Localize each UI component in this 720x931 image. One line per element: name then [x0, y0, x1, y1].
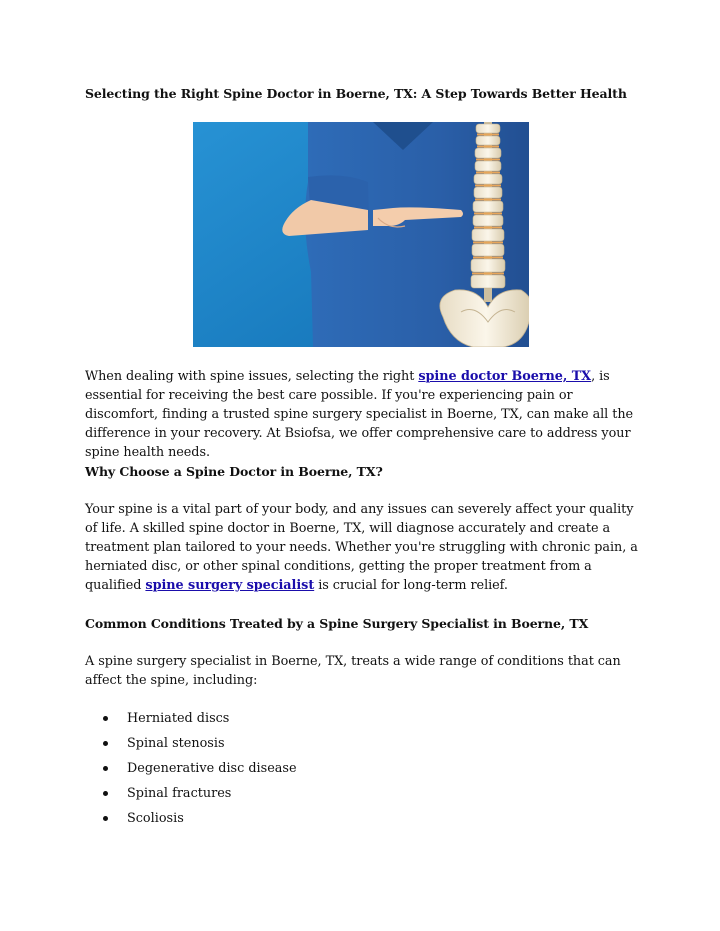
spine-doctor-link[interactable]: spine doctor Boerne, TX [418, 369, 592, 384]
intro-paragraph [85, 367, 645, 462]
list-item-label: Spinal fractures [127, 786, 232, 801]
bullet-icon [103, 716, 108, 721]
list-item [85, 784, 297, 809]
conditions-list [85, 709, 297, 834]
section-heading-common-conditions: Common Conditions Treated by a Spine Surgery Specialist in Boerne, TX [85, 616, 589, 631]
why-choose-text-end: is crucial for long-term relief. [314, 578, 508, 593]
list-item-label: Scoliosis [127, 811, 184, 826]
list-item-label: Degenerative disc disease [127, 761, 297, 776]
section-heading-why-choose: Why Choose a Spine Doctor in Boerne, TX? [85, 464, 383, 479]
bullet-icon [103, 741, 108, 746]
list-item [85, 709, 297, 734]
why-choose-paragraph [85, 500, 645, 595]
why-choose-text-start: Your spine is a vital part of your body, and any issues can severely affect your quality of life. A skilled spine doctor in Boerne, TX, will diagnose accurately and create a treatment plan tailored to your needs. Whether you're struggling with chronic pain, a herniated disc, or other spinal conditions, getting the proper treatment from a qualified [85, 502, 638, 593]
intro-text-start: When dealing with spine issues, selecting the right [85, 369, 419, 384]
hero-image [193, 122, 529, 347]
page-title: Selecting the Right Spine Doctor in Boerne, TX: A Step Towards Better Health [85, 86, 627, 101]
intro-text-end: , is essential for receiving the best care possible. If you're experiencing pain or discomfort, finding a trusted spine surgery specialist in Boerne, TX, can make all the difference in your recovery. At Bsiofsa, we offer comprehensive care to address your spine health needs. [85, 369, 634, 460]
list-item [85, 809, 297, 834]
bullet-icon [103, 791, 108, 796]
bullet-icon [103, 816, 108, 821]
bullet-icon [103, 766, 108, 771]
list-item-label: Herniated discs [127, 711, 230, 726]
spine-surgery-specialist-link[interactable]: spine surgery specialist [145, 578, 315, 593]
list-item-label: Spinal stenosis [127, 736, 225, 751]
conditions-intro-paragraph: A spine surgery specialist in Boerne, TX, treats a wide range of conditions that can affect the spine, including: [85, 654, 621, 688]
list-item [85, 734, 297, 759]
doctor-spine-illustration [193, 122, 529, 347]
list-item [85, 759, 297, 784]
